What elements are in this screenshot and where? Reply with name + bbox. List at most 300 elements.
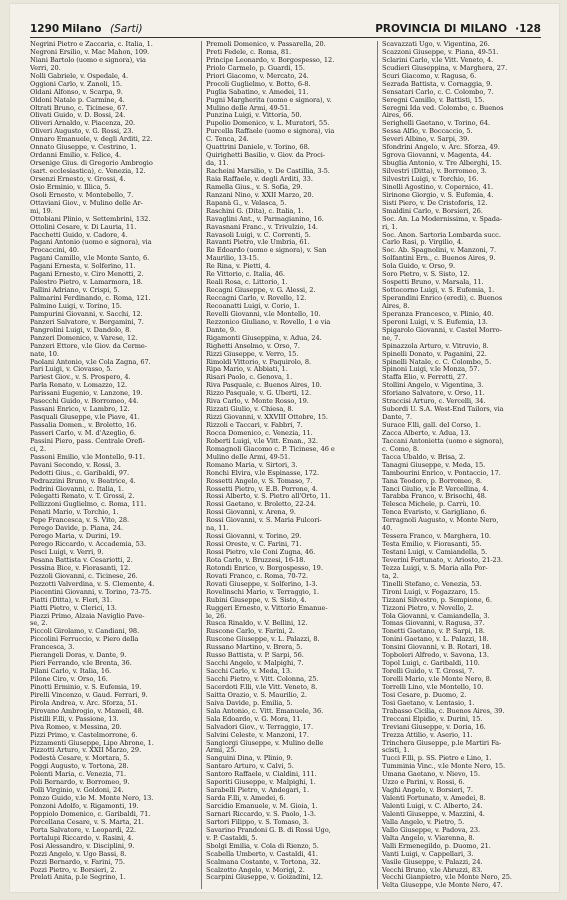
directory-entry: Rovati Giuseppe, v. Solferino, 1-3. — [206, 579, 318, 588]
directory-entry: Rossetti Angelo, v. S. Tomaso, 7. — [206, 476, 313, 485]
directory-entry: Pesci Luigi, v. Verri, 9. — [30, 548, 104, 556]
directory-entry: Soc. An. La Modernissima, v. Spada- — [382, 214, 503, 223]
directory-entry: da, 11. — [206, 159, 229, 168]
directory-entry: Preti Fedele, c. Roma, 81. — [206, 47, 292, 56]
directory-entry: Soro Pietro, v. S. Sisto, 12. — [382, 270, 470, 279]
directory-entry: Vallo Giuseppe, v. Padova, 23. — [382, 825, 481, 834]
directory-entry: Pagani Ernesta, v. Solferino, 11. — [30, 262, 136, 271]
directory-entry: Premoli Domenico, v. Passarella, 20. — [206, 41, 326, 48]
directory-entry: Aires, 8. — [382, 301, 410, 310]
directory-entry: 40. — [382, 524, 393, 533]
directory-entry: Tarabba Franco, v. Brisochi, 48. — [382, 492, 487, 501]
directory-entry: Sarda F.lli, v. Amedei, 6. — [206, 794, 286, 803]
directory-entry: Pedrazzini Bruno, v. Beatrice, 4. — [30, 476, 136, 485]
directory-entry: Riva Carlo, v. Monte Rosso, 19. — [206, 397, 309, 406]
directory-entry: Pacchetti Guido, v. Cadore, 4. — [30, 230, 128, 239]
directory-entry: Pilone Ciro, v. Orso, 16. — [30, 675, 108, 683]
directory-entry: Pagani Camillo, v.le Monte Santo, 6. — [30, 254, 150, 263]
directory-entry: Torrelli Lino, v.le Montello, 10. — [382, 682, 484, 691]
directory-entry: Spinelli Donato, v. Paganini, 22. — [382, 349, 487, 358]
directory-entry: Tucci F.lli, p. SS. Pietro e Lino, 1. — [382, 754, 492, 763]
directory-entry: Rubini Giuseppe, v. S. Sisto, 4. — [206, 595, 307, 604]
directory-entry: Seregni Ida ved. Colombo, c. Buenos — [382, 103, 504, 112]
directory-entry: Valla Angelo, v. Pietro, 5. — [382, 817, 465, 826]
directory-entry: Testani Luigi, v. Camiandella, 5. — [382, 548, 488, 556]
directory-entry: Niani Bartolo (uomo e signora), via — [30, 55, 146, 64]
directory-entry: Aires, 66. — [382, 111, 414, 120]
directory-entry: Onnaro Emanuele, v. degli Arditi, 22. — [30, 135, 153, 144]
directory-entry: Umana Gaetano, v. Nievo, 15. — [382, 770, 480, 779]
directory-entry: Scabella Umberto, v. Castaldi, 41. — [206, 849, 318, 858]
directory-entry: Rovati Franco, c. Roma, 70-72. — [206, 571, 309, 580]
directory-entry: Valli Ermenegildo, p. Duomo, 21. — [382, 841, 491, 850]
directory-entry: Priolo Carmelo, p. Guardi, 15. — [206, 63, 305, 72]
directory-entry: Seregni Camillo, v. Battisti, 15. — [382, 95, 485, 104]
directory-entry: Vecchi Gianpietro, v.le Monte Nero, 25. — [382, 873, 512, 882]
directory-entry: Valenti Fortunato, v. Amedei, 8. — [382, 794, 486, 803]
directory-entry: Onnato Giuseppe, v. Cestrino, 1. — [30, 143, 137, 152]
directory-entry: Carlo Rasi, p. Virgilio, 4. — [382, 238, 464, 247]
directory-entry: Scarpini Giuseppe, v. Goizadini, 12. — [206, 873, 323, 882]
directory-entry: Poppiolo Domenico, c. Garibaldi, 71. — [30, 809, 151, 818]
directory-entry: Oliveri Arnaldo, v. Piacenza, 20. — [30, 119, 136, 128]
directory-page — [10, 4, 559, 892]
directory-entry: Olivati Guido, v. D. Bossi, 24. — [30, 111, 126, 120]
directory-entry: Rossi Alberto, v. S. Pietro all'Orto, 11. — [206, 492, 331, 501]
directory-entry: Spigarolo Giovanni, v. Castel Morro- — [382, 325, 502, 334]
directory-entry: se, 2. — [30, 619, 48, 628]
directory-entry: Puglia Sabatino, v. Amedei, 11. — [206, 87, 309, 96]
directory-entry: Tana Teodoro, p. Borromeo, 8. — [382, 476, 483, 485]
directory-entry: Pavani Secondo, v. Rossi, 3. — [30, 460, 121, 469]
directory-entry: C. Tenca, 24. — [206, 135, 249, 144]
directory-entry: Ravasoli Luigi, v. C. Correnti, 5. — [206, 230, 311, 239]
directory-entry: Tinelli Stefano, c. Venezia, 53. — [382, 579, 482, 588]
directory-entry: Tenca Evaristo, v. Garigliano, 6. — [382, 508, 487, 517]
directory-entry: Salvini Celeste, v. Manzoni, 17. — [206, 730, 309, 739]
directory-entry: Oggioni Carlo, v. Zanoli, 15. — [30, 79, 123, 88]
directory-entry: Pozzi Pietro, v. Borsieri, 2. — [30, 865, 117, 874]
directory-entry: Negroni Ersilio, v. Mac Mahon, 109. — [30, 47, 150, 56]
directory-entry: Raschini G. (Dita), c. Italia, 1. — [206, 206, 304, 215]
directory-entry: Russo Battista, v. P. Sarpi, 56. — [206, 651, 304, 660]
directory-entry: Dante, 9. — [206, 325, 237, 334]
directory-entry: Pozzi Angelo, v. Ugo Bassi, 8. — [30, 849, 127, 858]
directory-entry: Saiva Davide, p. Emilia, 5. — [206, 698, 293, 707]
directory-entry: Reali Rosa, c. Littorio, 1. — [206, 278, 288, 287]
directory-entry: Rigamonti Giuseppina, v. Adua, 24. — [206, 333, 322, 342]
directory-entry: Pierangeli Doras, v. Dante, 9. — [30, 651, 127, 660]
directory-entry: Tomas Giovanni, v. Ragusa, 37. — [382, 619, 485, 628]
directory-entry: Sospetti Bruno, v. Marsala, 11. — [382, 278, 484, 287]
directory-entry: Posi Alessandro, v. Disciplini, 9. — [30, 841, 135, 850]
directory-entry: Piazzi Primo, Alzaia Naviglio Pave- — [30, 611, 145, 620]
directory-entry: Pedotti Gius., c. Garibaldi, 97. — [30, 468, 130, 477]
directory-entry: Sarcidio Emanuele, v. M. Gioia, 1. — [206, 802, 318, 810]
directory-entry: Negrini Pietro e Zaccaria, c. Italia, 1. — [30, 41, 153, 48]
directory-entry: Rizzoli e Taccari, v. Fabbri, 7. — [206, 421, 303, 429]
directory-entry: Testa Emilio, v. Fiorasanti, 55. — [382, 540, 482, 549]
directory-entry: Penati Mario, v. Torchio, 1. — [30, 508, 119, 517]
directory-entry: Spinelli Natale, c. C. Colombo, 5. — [382, 357, 492, 366]
directory-entry: Ravasnani Franc., v. Trivulzio, 14. — [206, 222, 318, 231]
directory-entry: Oltrati Bruno, c. Ticinese, 67. — [30, 103, 128, 112]
directory-entry: na, 11. — [206, 524, 229, 533]
directory-entry: Scazzoni Giuseppe, v. Piana, 49-51. — [382, 47, 499, 56]
directory-entry: Tanagni Giuseppe, v. Meda, 15. — [382, 460, 486, 469]
directory-entry: Topboleri Alfredo, v. Savona, 13. — [382, 651, 489, 660]
directory-entry: Panzeri Salvatore, v. Bergamini, 7. — [30, 317, 144, 326]
directory-entry: Stollini Angelo, v. Vigentina, 3. — [382, 381, 484, 390]
directory-entry: Tonini Gaetano, v. L. Palazzi, 18. — [382, 635, 489, 644]
directory-entry: Pampurini Giovanni, v. Sacchi, 12. — [30, 309, 143, 318]
directory-entry: Passeri Carlo, v. M. d'Azeglio, 6. — [30, 428, 136, 437]
directory-entry: Paolani Antonio, v.le Cola Zagna, 67. — [30, 357, 151, 366]
directory-entry: Polli Virginio, v. Goldoni, 24. — [30, 786, 124, 795]
directory-entry: Pezzoli Giovanni, c. Ticinese, 26. — [30, 571, 138, 580]
directory-entry: Quattrini Daniele, v. Torino, 68. — [206, 143, 310, 152]
directory-entry: Pieri Ferrando, v.le Brenta, 36. — [30, 659, 132, 668]
directory-entry: Sessa Alfio, v. Boccaccio, 5. — [382, 127, 473, 136]
directory-entry: Piacentini Giovanni, v. Torino, 73-75. — [30, 587, 152, 596]
directory-entry: Pallini Adriano, v. Crispi, 5. — [30, 286, 120, 295]
directory-entry: Saitta Orazio, v. S. Maurilio, 2. — [206, 690, 307, 699]
directory-entry: Riva Pasquale, c. Buenos Aires, 10. — [206, 381, 322, 390]
directory-entry: Rovelinschi Mario, v. Terraggio, 1. — [206, 587, 320, 596]
directory-entry: Rezzonico Giuliano, v. Rovello, 1 e via — [206, 317, 331, 326]
directory-entry: Ponzo Guido, v.le M. Monte Nero, 13. — [30, 794, 154, 803]
directory-entry: Pessina Bice, v. Fiorasanti, 12. — [30, 563, 131, 572]
directory-entry: Sacerdoti F.lli, v.le Vitt. Veneto, 8. — [206, 682, 318, 691]
directory-entry: Piatti Pietro, v. Clerici, 13. — [30, 603, 117, 612]
directory-entry: Panzeri Domenico, v. Varese, 12. — [30, 333, 138, 342]
directory-entry: Pozzi Bernardo, v. Farini, 75. — [30, 857, 125, 866]
directory-entry: Sforiano Salvatore, v. Orso, 11. — [382, 389, 485, 398]
column-divider — [201, 41, 202, 889]
directory-entry: Ottolini Cesare, v. Di Lauria, 11. — [30, 222, 137, 231]
directory-entry: Rossi Gaetano, v. Broletto, 22-24. — [206, 500, 316, 509]
directory-entry: Ronchi Elvira, v.le Espinasse, 172. — [206, 468, 319, 477]
directory-entry: Reccagni Carlo, v. Rovello, 12. — [206, 294, 307, 302]
directory-entry: Santaro Arturo, v. Calvi, 5. — [206, 762, 294, 771]
directory-entry: Re Rina, v. Pietti, 4. — [206, 262, 271, 271]
column-3 — [382, 41, 542, 890]
directory-entry: Perego Riccardo, v. Accademia, 53. — [30, 540, 146, 549]
directory-entry: Rossi Oreste, v. C. Farini, 71. — [206, 540, 302, 549]
directory-entry: Severi Albino, v. Sarpi, 39. — [382, 135, 470, 144]
directory-entry: Tola Giovanni, v. Camiandella, 3. — [382, 611, 490, 620]
directory-entry: Sarabelli Pietro, v. Andegari, 1. — [206, 786, 309, 795]
directory-entry: Sbolgi Emilia, v. Cola di Rienzo, 5. — [206, 841, 319, 850]
directory-entry: Tironi Luigi, v. Fogazzaro, 15. — [382, 587, 480, 596]
directory-entry: Sartori Filippo, v. S. Tomaso, 3. — [206, 817, 309, 826]
directory-entry: Priori Giacomo, v. Mercato, 24. — [206, 71, 309, 80]
directory-entry: Pariest Giov., v. S. Prospero, 4. — [30, 373, 131, 382]
directory-entry: Salvadori Giov., v. Terraggio, 17. — [206, 722, 313, 731]
directory-entry: mi, 19. — [30, 206, 53, 215]
directory-entry: ci, 2. — [30, 444, 46, 453]
directory-entry: Romagnoli Giacomo c. P. Ticinese, 46 e — [206, 444, 335, 453]
directory-entry: Pizzamenti Giuseppe, Lipo Abrone, 1. — [30, 738, 154, 747]
directory-entry: Treviani Giuseppe, v. Doria, 16. — [382, 722, 486, 731]
directory-entry: Mulino delle Armi, 49-51. — [206, 452, 291, 461]
directory-entry: Rizzo Pasquale, v. G. Uberti, 12. — [206, 389, 312, 398]
directory-entry: Pinotti Erminio, v. S. Eufemia, 19. — [30, 682, 142, 691]
directory-entry: Sisti Piero, v. De Cristoforis, 12. — [382, 198, 488, 207]
directory-entry: Principe Leonardo, v. Borgospesso, 12. — [206, 55, 335, 64]
directory-entry: Trinchera Giuseppe, p.le Martiri Fa- — [382, 738, 502, 747]
directory-entry: Sanguini Dina, v. Plinio, 9. — [206, 754, 293, 763]
directory-entry: Sarnari Riccardo, v. S. Paolo, 1-3. — [206, 809, 316, 818]
directory-entry: Taccani Antonietta (uomo e signora), — [382, 436, 504, 445]
directory-entry: Palmarini Ferdinando, c. Roma, 121. — [30, 294, 151, 302]
directory-entry: Topol Luigi, c. Garibaldi, 110. — [382, 659, 480, 668]
directory-entry: Rossi Giovanni, v. S. Maria Fulcori- — [206, 516, 322, 525]
directory-entry: Pasecchi Guido, v. Borromeo, 44. — [30, 397, 139, 406]
directory-entry: Piccolini Ferruccio, v. Piero della — [30, 635, 139, 644]
directory-entry: Sacchi Pietro, v. Vitt. Colonna, 25. — [206, 675, 319, 683]
directory-entry: Nolli Gabriele, v. Ospedale, 4. — [30, 71, 129, 80]
directory-entry: Roberti Luigi, v.le Vitt. Eman., 32. — [206, 436, 318, 445]
column-2 — [206, 41, 376, 882]
directory-entry: Scudieri Giuseppina, v. Marghera, 27. — [382, 63, 508, 72]
directory-entry: Ruscone Carlo, v. Farini, 2. — [206, 627, 295, 636]
directory-entry: Torelli Mario, v.le Monte Nero, 8. — [382, 675, 492, 683]
directory-entry: Ranzani Nino, v. XXII Marzo, 20. — [206, 190, 314, 199]
directory-entry: Staffa Elio, v. Ferretti, 27. — [382, 373, 468, 382]
directory-entry: Re Edoardo (uomo e signora), v. San — [206, 246, 327, 255]
directory-entry: Piva Romeo, v. Messina, 20. — [30, 722, 122, 731]
directory-entry: Pepe Francesca, v. S. Vito, 28. — [30, 516, 130, 525]
directory-entry: Panzeri Ettore, v.le Giov. da Cerme- — [30, 341, 147, 350]
directory-entry: Velta Giuseppe, v.le Monte Nero, 47. — [382, 881, 503, 890]
directory-entry: Oldani Alfonso, v. Scarpa, 9. — [30, 87, 123, 96]
directory-entry: Perego Davide, p. Piana, 24. — [30, 524, 124, 533]
directory-entry: Ottobiani Plinio, v. Settembrini, 132. — [30, 214, 151, 223]
directory-entry: Tacca Ubaldo, v. Brisa, 2. — [382, 452, 466, 461]
directory-entry: nate, 10. — [30, 349, 59, 358]
directory-entry: ne, 7. — [382, 333, 401, 342]
directory-entry: Pizzi Primo, v. Castelmorrone, 6. — [30, 730, 138, 739]
directory-entry: Saporiti Giuseppe, v. Malpighi, 1. — [206, 778, 316, 787]
directory-entry: Dante, 7. — [382, 413, 413, 422]
directory-entry: Orsenige Gius. di Gregorio Ambrogio — [30, 159, 153, 168]
directory-entry: Tumminia Vinc., v.le Monte Nero, 15. — [382, 762, 506, 771]
directory-entry: v. P. Castaldi, 5. — [206, 833, 258, 842]
directory-entry: Palmino Luigi, v. Torino, 15. — [30, 301, 122, 310]
directory-entry: Valta Angelo, v. Viarenna, 8. — [382, 833, 475, 842]
directory-entry: Tosi Gaetano, v. Lentasio, 1. — [382, 698, 475, 707]
directory-entry: Ruscone Giuseppe, v. L. Palazzi, 8. — [206, 635, 320, 644]
directory-entry: Silvestri (Ditta), v. Borromeo, 3. — [382, 167, 487, 175]
directory-entry: Prelati Anita, p.le Segrino, 1. — [30, 873, 126, 882]
directory-entry: Armi, 25. — [206, 746, 237, 755]
directory-entry: Maurilio, 13-15. — [206, 254, 259, 263]
directory-entry: Scuri Giacomo, v. Ragusa, 6. — [382, 71, 477, 80]
directory-entry: Tonetti Gaetano, v. P. Sarpi, 18. — [382, 627, 485, 636]
directory-entry: Francesca, 3. — [30, 643, 75, 652]
directory-entry: Porta Salvatore, v. Leopardi, 22. — [30, 825, 137, 834]
directory-entry: Scavazzati Ugo, v. Vigentina, 26. — [382, 41, 490, 48]
directory-entry: Rapanà G., v. Velasca, 5. — [206, 198, 287, 207]
directory-entry: Sottocorno Luigi, v. S. Eufemia, 1. — [382, 286, 495, 295]
directory-entry: Palestro Pietro, v. Lamarmora, 18. — [30, 278, 143, 287]
directory-entry: Sacchi Carlo, v. Meda, 13. — [206, 667, 293, 676]
directory-entry: Pedrini Giovanni, c. Italia, 1. — [30, 484, 124, 493]
directory-entry: Ravaglini Ant., v. Parmagianino, 16. — [206, 214, 324, 223]
directory-entry: Sala Antonio, c. Vitt. Emanuele, 36. — [206, 706, 324, 715]
directory-entry: Rizzati Giulio, v. Chiesa, 8. — [206, 405, 294, 414]
directory-entry: Racheini Marsilio, v. De Castillia, 3-5. — [206, 167, 330, 175]
city-heading: Milano — [62, 23, 102, 35]
directory-entry: scisti, 1. — [382, 746, 410, 755]
directory-entry: Sgrova Giovanni, v. Magenta, 44. — [382, 151, 492, 160]
directory-entry: Rossi Pietro, v.le Coni Zugna, 46. — [206, 548, 316, 556]
directory-entry: Rossi Giovanni, v. Arena, 9. — [206, 508, 296, 517]
directory-entry: ri, 1. — [382, 222, 398, 231]
directory-entry: Rizzi Giovanni, v. XXVIII Ottobre, 15. — [206, 413, 328, 422]
directory-entry: Sacchi Angelo, v. Malpighi, 7. — [206, 659, 304, 668]
directory-entry: Soc. Anon. Sartoria Lombarda succ. — [382, 230, 501, 239]
directory-entry: Valenti Luigi, v. C. Alberto, 24. — [382, 802, 483, 810]
directory-entry: Osoli Ernesto, v. Montebello, 7. — [30, 190, 134, 199]
directory-entry: Scalzotto Angelo, v. Morigi, 2. — [206, 865, 305, 874]
directory-entry: Podestà Cesare, v. Mortara, 5. — [30, 754, 130, 763]
directory-entry: Tezza Luigi, v. S. Maria alla Por- — [382, 563, 488, 572]
directory-entry: Sensatari Carlo, c. C. Colombo, 7. — [382, 87, 494, 96]
directory-entry: Ordanni Emilio, v. Felice, 4. — [30, 151, 122, 160]
directory-entry: Quirighetti Basilio, v. Giov. da Proci- — [206, 151, 326, 160]
directory-entry: Tonsini Giovanni, v. B. Rotari, 18. — [382, 643, 492, 652]
directory-entry: Pesana Battista v. Cesariotti, 2. — [30, 555, 133, 564]
directory-entry: Romano Maria, v. Sirtori, 3. — [206, 460, 298, 469]
directory-entry: Trabasso Cicilia, c. Buenos Aires, 39. — [382, 706, 505, 715]
province-heading: PROVINCIA DI MILANO — [375, 23, 507, 35]
directory-entry: Re Vittorio, c. Italia, 46. — [206, 270, 285, 279]
directory-entry: ta, 2. — [382, 571, 399, 580]
directory-entry: Procaccini, 40. — [30, 246, 79, 255]
directory-entry: Vaghi Angelo, v. Borsieri, 7. — [382, 786, 473, 795]
directory-entry: Oldoni Natale p. Carmine, 4. — [30, 95, 125, 104]
directory-entry: Rota Carlo, v. Bruzzesi, 16-18. — [206, 555, 306, 564]
directory-entry: Parissani Eugenio, v. Lanzone, 19. — [30, 389, 143, 398]
directory-entry: Parla Renato, v. Lomazzo, 12. — [30, 381, 128, 390]
directory-entry: Sclarini Carlo, v.le Vitt. Veneto, 4. — [382, 55, 494, 64]
directory-entry: Smaldini Carlo, v. Borsieri, 26. — [382, 206, 483, 215]
directory-entry: Tanci Giulio, v.le P. Vercellina, 4. — [382, 484, 489, 493]
directory-entry: Spinazzola Arturo, v. Vitruvio, 8. — [382, 341, 489, 350]
directory-entry: Straccisi Arturo, c. Vercelli, 34. — [382, 397, 486, 406]
directory-entry: Telesca Michele, p. Carrù, 10. — [382, 500, 481, 509]
page-header — [30, 22, 541, 36]
directory-entry: Pangrolini Luigi, v. Dandolo, 8. — [30, 325, 132, 334]
directory-entry: c. Como, 8. — [382, 444, 420, 453]
directory-entry: Ruggeri Ernesto, v. Vittorio Emanue- — [206, 603, 328, 612]
directory-entry: Russano Martino, v. Brera, 5. — [206, 643, 303, 652]
directory-entry: Piccoli Girolamo, v. Candiani, 98. — [30, 627, 140, 636]
directory-entry: Raia Raffaele, v. degli Arditi, 33. — [206, 174, 313, 183]
directory-entry: Serighelli Gaetano, v. Torino, 64. — [382, 119, 491, 128]
directory-entry: Rimoldi Vittorio, v. Paquirolo, 8. — [206, 357, 312, 366]
directory-entry: Poli Bernardo, v. Borromeo, 9. — [30, 778, 130, 787]
directory-entry: Ponzoni Adolfo, v. Rigamonti, 19. — [30, 802, 139, 810]
directory-entry: Surace F.lli, gall. del Corso, 1. — [382, 421, 481, 429]
directory-entry: Torelli Guido, v. T. Grossi, 7. — [382, 667, 475, 676]
directory-entry: Tizzani Silvestro, p. Sempione, 6. — [382, 595, 492, 604]
directory-entry: Passini Piero, pass. Centrale Orefi- — [30, 436, 145, 445]
directory-entry: Righetti Anselmo, v. Orso, 7. — [206, 341, 300, 350]
directory-entry: Rusca Rinaldo, v. V. Bellini, 12. — [206, 619, 308, 628]
directory-entry: Speroni Luigi, v. S. Eufemia, 13. — [382, 317, 488, 326]
directory-entry: le, 26. — [206, 611, 227, 620]
directory-entry: Rossi Giovanni, v. Torino, 29. — [206, 532, 302, 541]
header-rule — [30, 37, 541, 38]
directory-entry: Ravanti Pietro, v.le Umbria, 61. — [206, 238, 310, 247]
directory-entry: Osio Erminio, v. Illica, 5. — [30, 182, 111, 191]
directory-entry: Sfondrini Angelo, v. Arc. Sforza, 49. — [382, 143, 500, 152]
directory-entry: Vasile Giuseppe, v. Palazzi, 24. — [382, 857, 483, 866]
directory-entry: Scalmana Costante, v. Tortona, 32. — [206, 857, 321, 866]
directory-entry: Pugni Margherita (uomo e signora), v. — [206, 95, 332, 104]
directory-entry: (sart. ecclesiastica), c. Venezia, 12. — [30, 167, 146, 175]
directory-entry: Rocca Domenico, c. Venezia, 11. — [206, 428, 313, 437]
directory-entry: Speranza Francesco, v. Plinio, 40. — [382, 309, 494, 318]
directory-entry: Tambourini Enrico, v. Pontaccio, 17. — [382, 468, 501, 477]
directory-entry: Revelli Giovanni, v.le Montello, 10. — [206, 309, 321, 318]
directory-entry: Portalupi Riccardo, v. Rasini, 4. — [30, 833, 134, 842]
directory-entry: Sala Edoardo, v. G. Mora, 11. — [206, 714, 303, 723]
directory-entry: Terragnoli Augusto, v. Monte Nero, — [382, 516, 499, 525]
directory-entry: Pasquali Giuseppe, v.le Piave, 41. — [30, 413, 140, 422]
directory-entry: Poggi Augusto, v. Tortona, 28. — [30, 762, 129, 771]
directory-entry: Mulino delle Armi, 49-51. — [206, 103, 291, 112]
directory-entry: Ramella Gius., v. S. Sofia, 29. — [206, 182, 303, 191]
directory-entry: Pilani Carlo, v. Italia, 16. — [30, 667, 112, 676]
directory-entry: Risari Paolo, c. Genova, 1. — [206, 373, 293, 382]
directory-entry: Sola Guido, v. Orso, 9. — [382, 262, 456, 271]
directory-entry: Recagni Giuseppe, v. G. Alessi, 2. — [206, 286, 316, 295]
directory-entry: Perego Maria, v. Durini, 19. — [30, 532, 122, 541]
directory-entry: Passalia Domen., v. Broletto, 16. — [30, 421, 137, 429]
directory-entry: Rossetti Pietro, v. E.B. Porrone, 4. — [206, 484, 318, 493]
directory-entry: Tessera Franco, v. Marghera, 10. — [382, 532, 491, 541]
directory-entry: Trezza Attilio, v. Aserio, 11. — [382, 730, 473, 739]
directory-entry: Rizzi Giuseppe, v. Verro, 15. — [206, 349, 299, 358]
page-reference: ·128 — [515, 23, 541, 35]
page-number: 1290 — [30, 23, 60, 35]
directory-entry: Pizzotti Arturo, v. XXII Marzo, 29. — [30, 746, 142, 755]
column-1 — [30, 41, 200, 882]
directory-entry: Ottaviani Giov., v. Mulino delle Ar- — [30, 198, 143, 207]
directory-entry: Pagani Ernesto, v. Ciro Menotti, 2. — [30, 270, 144, 279]
directory-entry: Tosi Cesare, p. Duomo, 2. — [382, 690, 467, 699]
directory-entry: Pellizzoni Guglielmo, c. Roma, 111. — [30, 500, 147, 509]
directory-entry: Passoni Emilio, v.le Montello, 9-11. — [30, 452, 145, 461]
directory-entry: Subordi U. S.A. West-End Tailors, via — [382, 405, 504, 414]
directory-entry: Orsenzi Ernesto, v. Grossi, 4. — [30, 174, 126, 183]
directory-entry: Sperandini Enrico (eredi), c. Buenos — [382, 294, 503, 302]
directory-entry: Sezrada Battista, v. Cornaggia, 9. — [382, 79, 493, 88]
directory-entry: Sangiorgi Giuseppe, v. Mulino delle — [206, 738, 324, 747]
directory-entry: Pagani Antonio (uomo e signora), via — [30, 238, 152, 247]
column-divider — [377, 41, 378, 889]
directory-entry: Solfantini Ern., c. Buenos Aires, 9. — [382, 254, 496, 263]
directory-entry: Pistilli F.lli, v. Passione, 13. — [30, 714, 119, 723]
directory-entry: Treccani Elpidio, v. Durini, 15. — [382, 714, 483, 723]
directory-entry: Pirovano Ambrogio, v. Mameli, 48. — [30, 706, 144, 715]
directory-entry: Valenti Giuseppe, v. Mazzini, 4. — [382, 809, 485, 818]
directory-entry: Tizzoni Pietro, v. Novello, 2. — [382, 603, 474, 612]
